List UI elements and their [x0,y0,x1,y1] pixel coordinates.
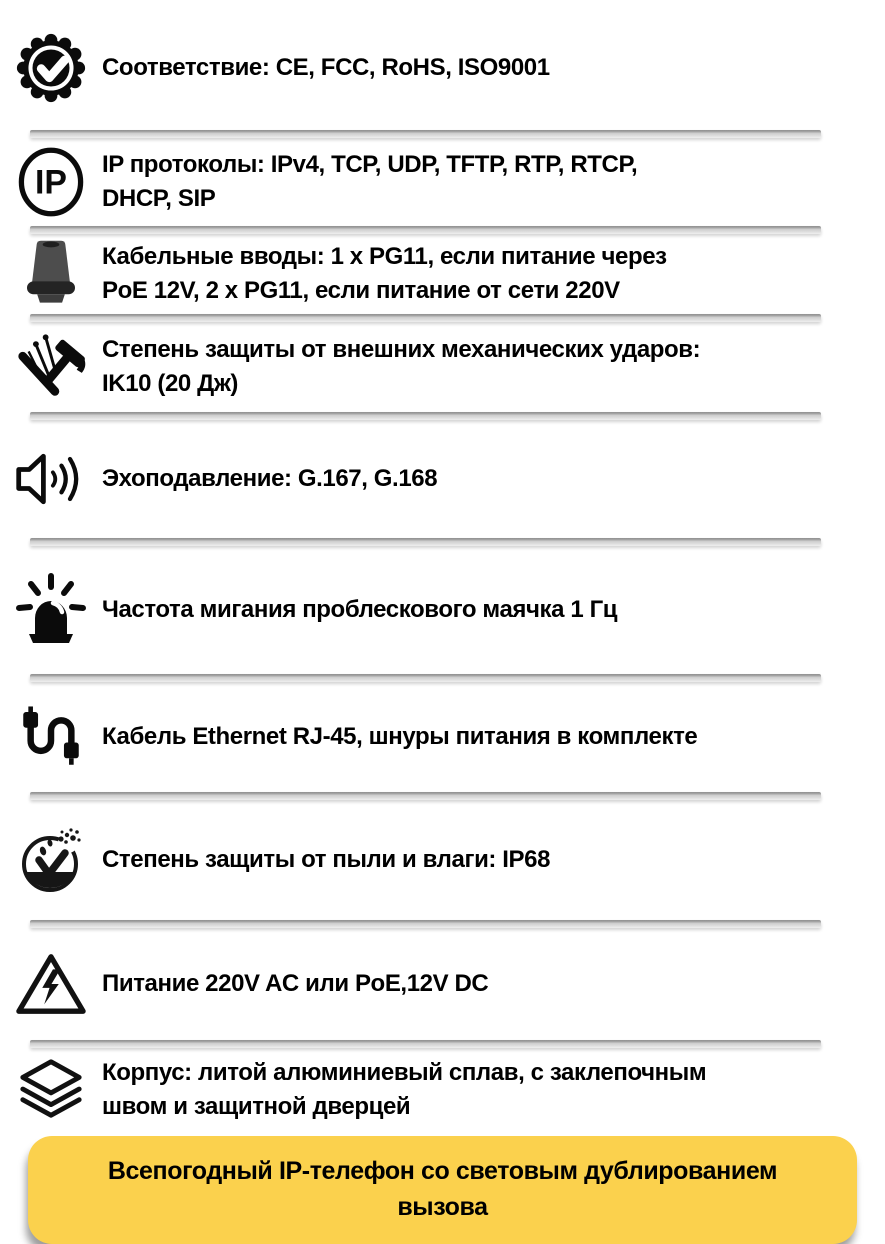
divider [30,1040,821,1048]
spec-text: Кабель Ethernet RJ-45, шнуры питания в комплекте [102,723,698,750]
divider [30,130,821,138]
spec-text: Корпус: литой алюминиевый сплав, с заклепочным швом и защитной дверцей [102,1059,707,1120]
speaker-echo-icon [0,448,102,510]
impact-protection-hammer-icon [0,330,102,404]
spec-text: Степень защиты от пыли и влаги: IP68 [102,846,551,873]
spec-text: Частота мигания проблескового маячка 1 Гц [102,596,618,623]
divider [30,792,821,800]
divider [30,920,821,928]
divider [30,314,821,322]
spec-row-cable-glands [0,234,885,314]
divider [30,538,821,546]
product-title-banner [28,1136,857,1244]
divider [30,674,821,682]
banner-text: вызова [397,1193,488,1221]
banner-text: Всепогодный IP-телефон со световым дублированием [107,1157,778,1185]
high-voltage-icon [0,950,102,1018]
layers-enclosure-icon [0,1057,102,1123]
spec-row-beacon [0,546,885,674]
spec-text: Соответствие: CE, FCC, RoHS, ISO9001 [102,54,550,81]
spec-row-ip-protocols [0,138,885,226]
ip-protocols-icon [0,145,102,219]
flashing-beacon-icon [0,570,102,650]
svg-text:IP: IP [35,163,67,202]
certified-badge-icon [0,31,102,105]
spec-text: Кабельные вводы: 1 x PG11, если питание через PoE 12V, 2 x PG11, если питание от сети 220V [102,243,667,304]
spec-text: Эхоподавление: G.167, G.168 [102,465,438,492]
spec-text: Питание 220V AC или PoE,12V DC [102,970,489,997]
spec-row-cables [0,682,885,792]
spec-row-power [0,928,885,1040]
spec-row-echo-cancellation [0,420,885,538]
cable-gland-icon [0,238,102,310]
spec-row-compliance [0,6,885,130]
divider [30,412,821,420]
spec-text: IP протоколы: IPv4, TCP, UDP, TFTP, RTP, RTCP, DHCP, SIP [102,151,638,212]
dust-water-protection-icon [0,824,102,896]
spec-row-impact-protection [0,322,885,412]
spec-row-enclosure [0,1048,885,1132]
spec-row-ingress-protection [0,800,885,920]
divider [30,226,821,234]
ethernet-cable-icon [0,704,102,770]
spec-text: Степень защиты от внешних механических ударов: IK10 (20 Дж) [102,336,701,397]
